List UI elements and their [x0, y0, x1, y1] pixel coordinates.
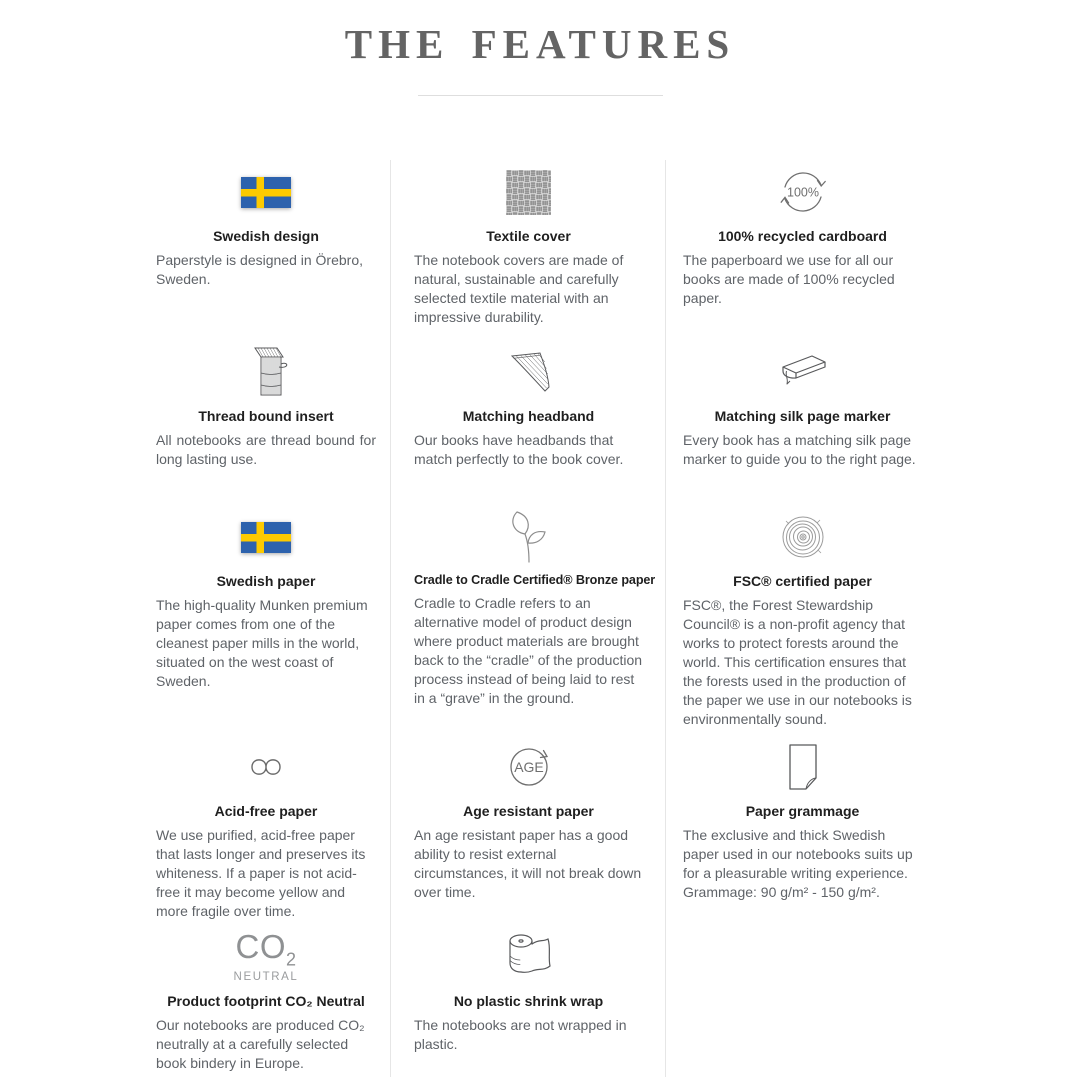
- feature-title: Age resistant paper: [463, 803, 594, 819]
- feature-description: An age resistant paper has a good ability to resist external circumstances, it will not break down over time.: [414, 827, 642, 901]
- svg-text:100%: 100%: [786, 185, 819, 200]
- plastic-roll-icon: [414, 925, 643, 989]
- recycled-100-icon: [683, 160, 922, 224]
- feature-title: Thread bound insert: [198, 408, 334, 424]
- svg-text:AGE: AGE: [513, 759, 544, 775]
- infinity-icon: [156, 735, 376, 799]
- feature-description: Cradle to Cradle refers to an alternative model of product design where product materials are brought back to the “cradle” of the production process instead of being laid to rest in a “grave” in the ground.: [414, 595, 643, 707]
- feature-paper-grammage: [665, 735, 938, 925]
- feature-description: The exclusive and thick Swedish paper used in our notebooks suits up for a pleasurable writing experience. Grammage: 90 g/m² - 150 g/m².: [683, 827, 913, 901]
- paper-sheet-icon: [683, 735, 922, 799]
- feature-title: Product footprint CO₂ Neutral: [167, 993, 365, 1009]
- feature-recycled-cardboard: [665, 160, 938, 340]
- feature-swedish-paper: [142, 505, 390, 735]
- feature-title: Matching silk page marker: [714, 408, 891, 424]
- age-circle-icon: [414, 735, 643, 799]
- feature-description: Our notebooks are produced CO₂ neutrally at a carefully selected book bindery in Europe.: [156, 1017, 365, 1072]
- empty-cell: [665, 925, 938, 1077]
- page-title: THE FEATURES: [344, 21, 736, 67]
- feature-silk-page-marker: [665, 340, 938, 505]
- feature-swedish-design: [142, 160, 390, 340]
- feature-description: The paperboard we use for all our books are made of 100% recycled paper.: [683, 252, 895, 307]
- feature-thread-bound-insert: [142, 340, 390, 505]
- feature-description: Every book has a matching silk page marker to guide you to the right page.: [683, 432, 916, 468]
- feature-description: The notebook covers are made of natural, sustainable and carefully selected textile material with an impressive durability.: [414, 252, 624, 326]
- feature-title: Paper grammage: [745, 803, 860, 819]
- feature-description: All notebooks are thread bound for long lasting use.: [156, 432, 376, 468]
- feature-description: We use purified, acid-free paper that lasts longer and preserves its whiteness. If a paper is not acid-free it may become yellow and more fragile over time.: [156, 827, 366, 920]
- sprout-leaves-icon: [414, 505, 643, 569]
- page-header: [0, 0, 1080, 96]
- feature-description: The high-quality Munken premium paper comes from one of the cleanest paper mills in the world, situated on the west coast of Sweden.: [156, 597, 368, 690]
- feature-description: The notebooks are not wrapped in plastic.: [414, 1017, 627, 1053]
- feature-fsc-certified: [665, 505, 938, 735]
- features-grid: [142, 160, 938, 1077]
- feature-title: FSC® certified paper: [733, 573, 872, 589]
- feature-title: Textile cover: [486, 228, 571, 244]
- thread-bound-icon: [156, 340, 376, 404]
- feature-cradle-to-cradle: [390, 505, 665, 735]
- headband-icon: [414, 340, 643, 404]
- tree-rings-icon: [683, 505, 922, 569]
- feature-description: FSC®, the Forest Stewardship Council® is a non-profit agency that works to protect forests around the world. This certification ensures that the forests used in the production of the paper we use in our notebooks is environmentally sound.: [683, 597, 912, 728]
- header-divider: [418, 95, 663, 96]
- feature-title: Cradle to Cradle Certified® Bronze paper: [414, 573, 656, 587]
- feature-acid-free: [142, 735, 390, 925]
- feature-title: Acid-free paper: [214, 803, 318, 819]
- feature-matching-headband: [390, 340, 665, 505]
- feature-title: 100% recycled cardboard: [718, 228, 887, 244]
- feature-age-resistant: [390, 735, 665, 925]
- feature-textile-cover: [390, 160, 665, 340]
- co2-neutral-icon: $CO_2$ NEUTRAL: [233, 928, 299, 984]
- feature-co2-neutral: [142, 925, 390, 1077]
- swedish-flag-icon: [156, 160, 376, 224]
- swedish-flag-icon: [156, 505, 376, 569]
- feature-title: Swedish paper: [216, 573, 316, 589]
- book-page-marker-icon: [683, 340, 922, 404]
- textile-weave-icon: [414, 160, 643, 224]
- feature-title: Swedish design: [213, 228, 319, 244]
- feature-description: Paperstyle is designed in Örebro, Sweden.: [156, 252, 363, 288]
- feature-title: Matching headband: [462, 408, 595, 424]
- feature-description: Our books have headbands that match perfectly to the book cover.: [414, 432, 624, 468]
- feature-title: No plastic shrink wrap: [453, 993, 604, 1009]
- feature-no-plastic: [390, 925, 665, 1077]
